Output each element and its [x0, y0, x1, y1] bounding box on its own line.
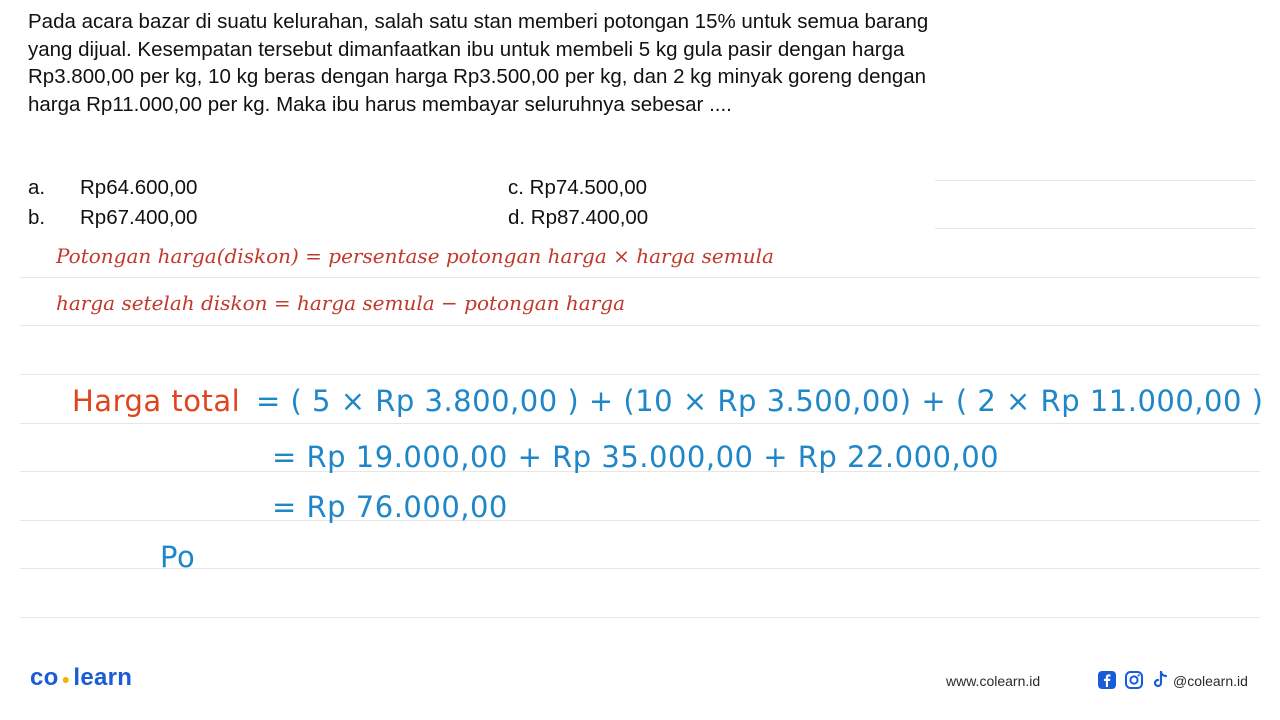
option-a-text: Rp64.600,00	[80, 176, 198, 199]
handwriting-line-1: = ( 5 × Rp 3.800,00 ) + (10 × Rp 3.500,00) + ( 2 × Rp 11.000,00 )	[256, 384, 1264, 418]
handwriting-line-3: = Rp 76.000,00	[272, 490, 508, 524]
rule-line	[20, 520, 1260, 521]
option-b-text: Rp67.400,00	[80, 206, 198, 229]
option-a	[28, 176, 197, 200]
tiktok-icon[interactable]	[1150, 670, 1170, 690]
social-handle[interactable]: @colearn.id	[1173, 673, 1248, 689]
handwriting-line-2: = Rp 19.000,00 + Rp 35.000,00 + Rp 22.000,00	[272, 440, 1000, 474]
rule-line	[20, 374, 1260, 375]
handwriting-label: Harga total	[72, 384, 241, 418]
option-d	[508, 206, 648, 230]
handwriting-line-4: Po	[160, 540, 196, 574]
option-d-text: d. Rp87.400,00	[508, 206, 649, 229]
brand-left: co	[30, 664, 59, 691]
brand-dot: ●	[61, 670, 71, 687]
option-b-letter: b.	[28, 206, 46, 229]
brand-logo	[30, 664, 132, 692]
rule-line	[20, 325, 1260, 326]
question-text: Pada acara bazar di suatu kelurahan, salah satu stan memberi potongan 15% untuk semua barang yang dijual. Kesempatan tersebut dimanfaatkan ibu untuk membeli 5 kg gula pasir dengan harga Rp3.800,00 per kg, 10 kg beras dengan harga Rp3.500,00 per kg, dan 2 kg minyak goreng dengan harga Rp11.000,00 per kg. Maka ibu harus membayar seluruhnya sebesar ....	[28, 10, 929, 116]
formula-discount: Potongan harga(diskon) = persentase potongan harga × harga semula	[56, 244, 774, 268]
rule-line	[20, 423, 1260, 424]
rule-line	[20, 568, 1260, 569]
instagram-icon[interactable]	[1124, 670, 1144, 690]
option-c-text: c. Rp74.500,00	[508, 176, 648, 199]
formula-price-after-discount: harga setelah diskon = harga semula − potongan harga	[56, 291, 626, 315]
brand-right: learn	[73, 664, 133, 691]
option-b	[28, 206, 197, 230]
option-a-letter: a.	[28, 176, 46, 199]
website-url[interactable]: www.colearn.id	[946, 673, 1041, 689]
facebook-icon[interactable]	[1097, 670, 1117, 690]
rule-line	[935, 228, 1255, 229]
rule-line	[935, 180, 1255, 181]
rule-line	[20, 617, 1260, 618]
rule-line	[20, 277, 1260, 278]
option-c	[508, 176, 647, 200]
